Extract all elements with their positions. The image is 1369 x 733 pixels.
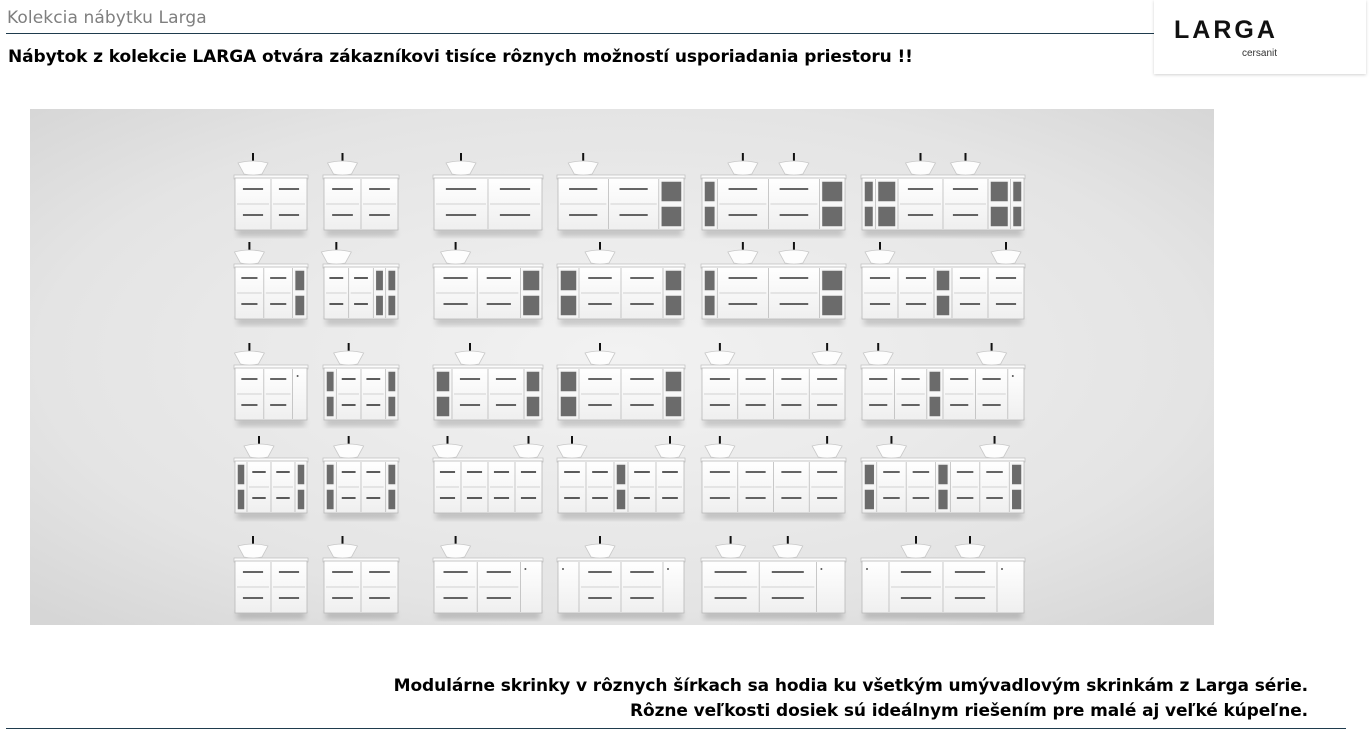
open-shelf <box>665 371 682 392</box>
open-shelf <box>326 396 334 417</box>
logo-byline: cersanit <box>1242 48 1278 59</box>
open-shelf <box>388 489 396 510</box>
door-knob <box>667 568 669 570</box>
page-subtitle: Nábytok z kolekcie LARGA otvára zákazníkovi tisíce rôznych možností usporiadania priestoru !! <box>8 47 913 67</box>
open-shelf <box>388 464 396 485</box>
open-shelf <box>295 295 305 316</box>
logo-wordmark: LARGA <box>1174 16 1278 44</box>
open-shelf <box>1013 181 1023 202</box>
door-knob <box>297 375 299 377</box>
open-shelf <box>560 295 577 316</box>
open-shelf <box>821 206 843 227</box>
open-shelf <box>326 371 334 392</box>
open-shelf <box>929 396 941 417</box>
open-shelf <box>864 464 875 485</box>
open-shelf <box>990 206 1009 227</box>
open-shelf <box>938 464 949 485</box>
larga-logo-mark <box>1154 0 1366 74</box>
open-shelf <box>665 295 682 316</box>
open-shelf <box>704 181 715 202</box>
door-knob <box>1001 568 1003 570</box>
door-knob <box>820 568 822 570</box>
open-shelf <box>864 489 875 510</box>
open-shelf <box>936 270 950 291</box>
open-shelf <box>878 181 897 202</box>
cabinet-combinations-image <box>30 109 1214 625</box>
open-shelf <box>704 270 715 291</box>
cabinet-render <box>30 109 1214 625</box>
open-shelf <box>704 295 715 316</box>
open-shelf <box>297 489 305 510</box>
open-shelf <box>821 181 843 202</box>
footer-divider <box>6 728 1346 729</box>
open-shelf <box>526 396 540 417</box>
open-shelf <box>1013 206 1023 227</box>
open-shelf <box>864 206 874 227</box>
open-shelf <box>936 295 950 316</box>
caption-line-1: Modulárne skrinky v rôznych šírkach sa hodia ku všetkým umývadlovým skrinkám z Larga série. <box>393 676 1308 696</box>
open-shelf <box>661 181 682 202</box>
open-shelf <box>1011 489 1022 510</box>
caption <box>394 674 1308 724</box>
open-shelf <box>929 371 941 392</box>
door-knob <box>562 568 564 570</box>
page-title: Kolekcia nábytku Larga <box>7 8 207 28</box>
open-shelf <box>237 464 245 485</box>
open-shelf <box>436 371 450 392</box>
open-shelf <box>821 295 843 316</box>
door-knob <box>866 568 868 570</box>
door-knob <box>524 568 526 570</box>
open-shelf <box>560 371 577 392</box>
open-shelf <box>665 396 682 417</box>
open-shelf <box>616 464 626 485</box>
open-shelf <box>616 489 626 510</box>
open-shelf <box>326 464 334 485</box>
open-shelf <box>522 270 540 291</box>
open-shelf <box>522 295 540 316</box>
open-shelf <box>388 396 396 417</box>
door-knob <box>1012 375 1014 377</box>
open-shelf <box>661 206 682 227</box>
open-shelf <box>388 295 396 316</box>
open-shelf <box>388 270 396 291</box>
open-shelf <box>878 206 897 227</box>
open-shelf <box>938 489 949 510</box>
caption-line-2: Rôzne veľkosti dosiek sú ideálnym riešením pre malé aj veľké kúpeľne. <box>630 701 1308 721</box>
open-shelf <box>297 464 305 485</box>
open-shelf <box>560 270 577 291</box>
open-shelf <box>388 371 396 392</box>
larga-logo <box>1154 0 1366 74</box>
open-shelf <box>704 206 715 227</box>
open-shelf <box>237 489 245 510</box>
open-shelf <box>526 371 540 392</box>
open-shelf <box>326 489 334 510</box>
open-shelf <box>295 270 305 291</box>
open-shelf <box>436 396 450 417</box>
title-divider <box>6 33 1154 34</box>
open-shelf <box>375 295 383 316</box>
open-shelf <box>864 181 874 202</box>
open-shelf <box>665 270 682 291</box>
open-shelf <box>821 270 843 291</box>
open-shelf <box>560 396 577 417</box>
open-shelf <box>1011 464 1022 485</box>
open-shelf <box>990 181 1009 202</box>
open-shelf <box>375 270 383 291</box>
